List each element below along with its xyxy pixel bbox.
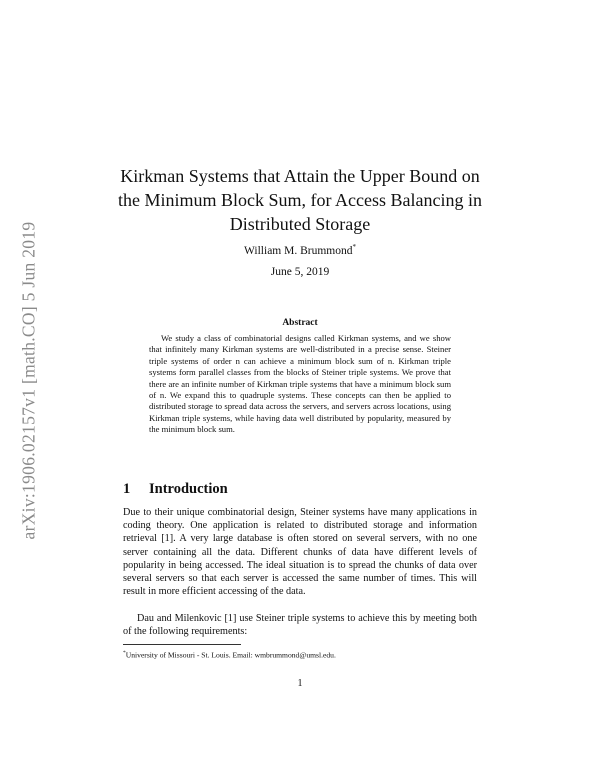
arxiv-stamp-text: arXiv:1906.02157v1 [math.CO] 5 Jun 2019 [18, 221, 39, 539]
section-heading [123, 481, 483, 498]
footnote-divider [123, 644, 241, 645]
footnote-mark: * [123, 650, 126, 656]
body-paragraph: Due to their unique combinatorial design, Steiner systems have many applications in coding theory. One application is related to distributed storage and information retrieval [1]. A very large database is often stored on several servers, with no one server containing all the data. Different chunks of data have different levels of popularity in being accessed. The ideal situation is to spread the chunks of data over several servers so that each server is accessed the same number of times. This will result in more efficient accessing of the data. [123, 507, 477, 598]
section-number: 1 [123, 481, 131, 497]
paper-date: June 5, 2019 [270, 266, 330, 278]
abstract-text: We study a class of combinatorial designs called Kirkman systems, and we show that infinitely many Kirkman systems are well-distributed in a precise sense. Steiner triple systems of order n can achieve a minimum block sum of n. Kirkman triple systems form parallel classes from the blocks of Steiner triple systems. We prove that there are an infinite number of Kirkman triple systems that have a minimum block sum of n. We expand this to quadruple systems. These concepts can then be applied to distributed storage to spread data across the servers, and servers across locations, using Kirkman triple systems, while having data well distributed by popularity, measured by the minimum block sum. [149, 333, 451, 435]
body-paragraph: Dau and Milenkovic [1] use Steiner triple systems to achieve this by meeting both of the following requirements: [123, 613, 477, 638]
author-footnote-mark: * [352, 243, 356, 251]
author-line [150, 243, 450, 257]
author-name: William M. Brummond [244, 244, 353, 257]
paper-title: Kirkman Systems that Attain the Upper Bound on the Minimum Block Sum, for Access Balancing in Distributed Storage [118, 166, 482, 234]
section-title: Introduction [149, 481, 228, 497]
abstract-heading: Abstract [282, 318, 318, 328]
page-number: 1 [297, 678, 303, 689]
arxiv-stamp [16, 200, 42, 560]
footnote [123, 648, 477, 661]
footnote-text: University of Missouri - St. Louis. Email: wmbrummond@umsl.edu. [125, 650, 336, 660]
